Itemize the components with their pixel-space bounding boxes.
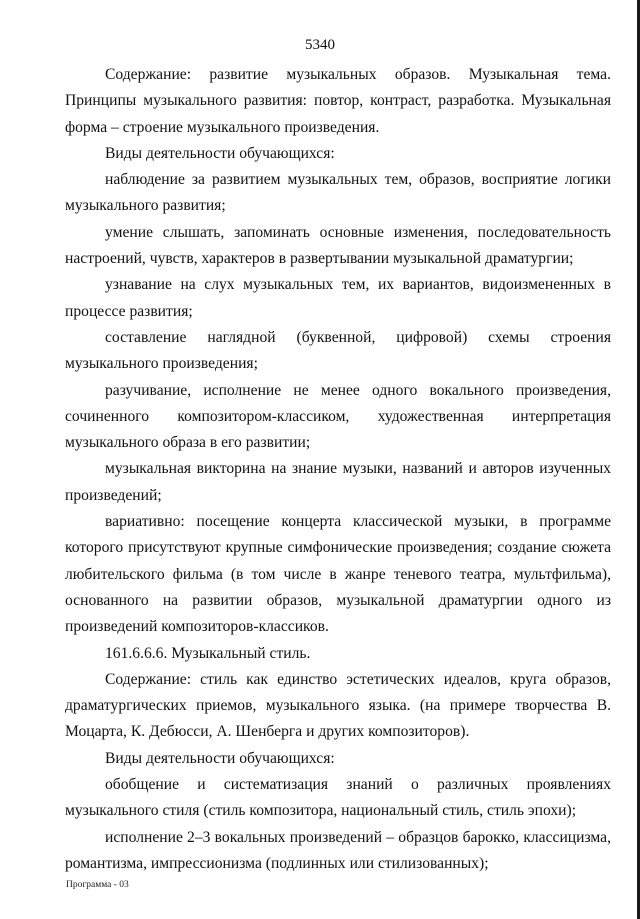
paragraph-activity: музыкальная викторина на знание музыки, названий и авторов изученных произведений; [65, 460, 611, 504]
paragraph-activity: разучивание, исполнение не менее одного вокального произведения, сочиненного композитором-классиком, художественная интерпретация музыкального образа в его развитии; [65, 381, 611, 452]
paragraph-activity: исполнение 2–3 вокальных произведений – образцов барокко, классицизма, романтизма, импрессионизма (подлинных или стилизованных); [65, 828, 611, 872]
paragraph-activity: узнавание на слух музыкальных тем, их вариантов, видоизмененных в процессе развития; [65, 276, 611, 320]
section-heading: 161.6.6.6. Музыкальный стиль. [105, 644, 311, 662]
paragraph-activity: обобщение и систематизация знаний о различных проявлениях музыкального стиля (стиль композитора, национальный стиль, стиль эпохи); [65, 776, 611, 820]
page-footer: Программа - 03 [66, 880, 129, 890]
paragraph-content-intro: Содержание: развитие музыкальных образов. Музыкальная тема. Принципы музыкального развития: повтор, контраст, разработка. Музыкальная форма – строение музыкального произведения. [65, 66, 611, 136]
paragraph-activity: вариативно: посещение концерта классической музыки, в программе которого присутствуют крупные симфонические произведения; создание сюжета любительского фильма (в том числе в жанре теневого театра, мультфильма), основанного на развитии образов, музыкальной драматургии одного из произведений композиторов-классиков. [65, 513, 611, 636]
paragraph-activities-heading: Виды деятельности обучающихся: [105, 144, 335, 162]
paragraph-activities-heading: Виды деятельности обучающихся: [105, 749, 335, 767]
page-number: 5340 [305, 37, 335, 53]
paragraph-activity: наблюдение за развитием музыкальных тем, образов, восприятие логики музыкального развития; [65, 171, 611, 215]
paragraph-content-style: Содержание: стиль как единство эстетических идеалов, круга образов, драматургических приемов, музыкального языка. (на примере творчества В. Моцарта, К. Дебюсси, А. Шенберга и других композиторов). [65, 670, 611, 741]
paragraph-activity: составление наглядной (буквенной, цифровой) схемы строения музыкального произведения; [65, 328, 611, 373]
body-text [65, 62, 611, 877]
paragraph-activity: умение слышать, запоминать основные изменения, последовательность настроений, чувств, характеров в развертывании музыкальной драматургии; [65, 223, 611, 268]
